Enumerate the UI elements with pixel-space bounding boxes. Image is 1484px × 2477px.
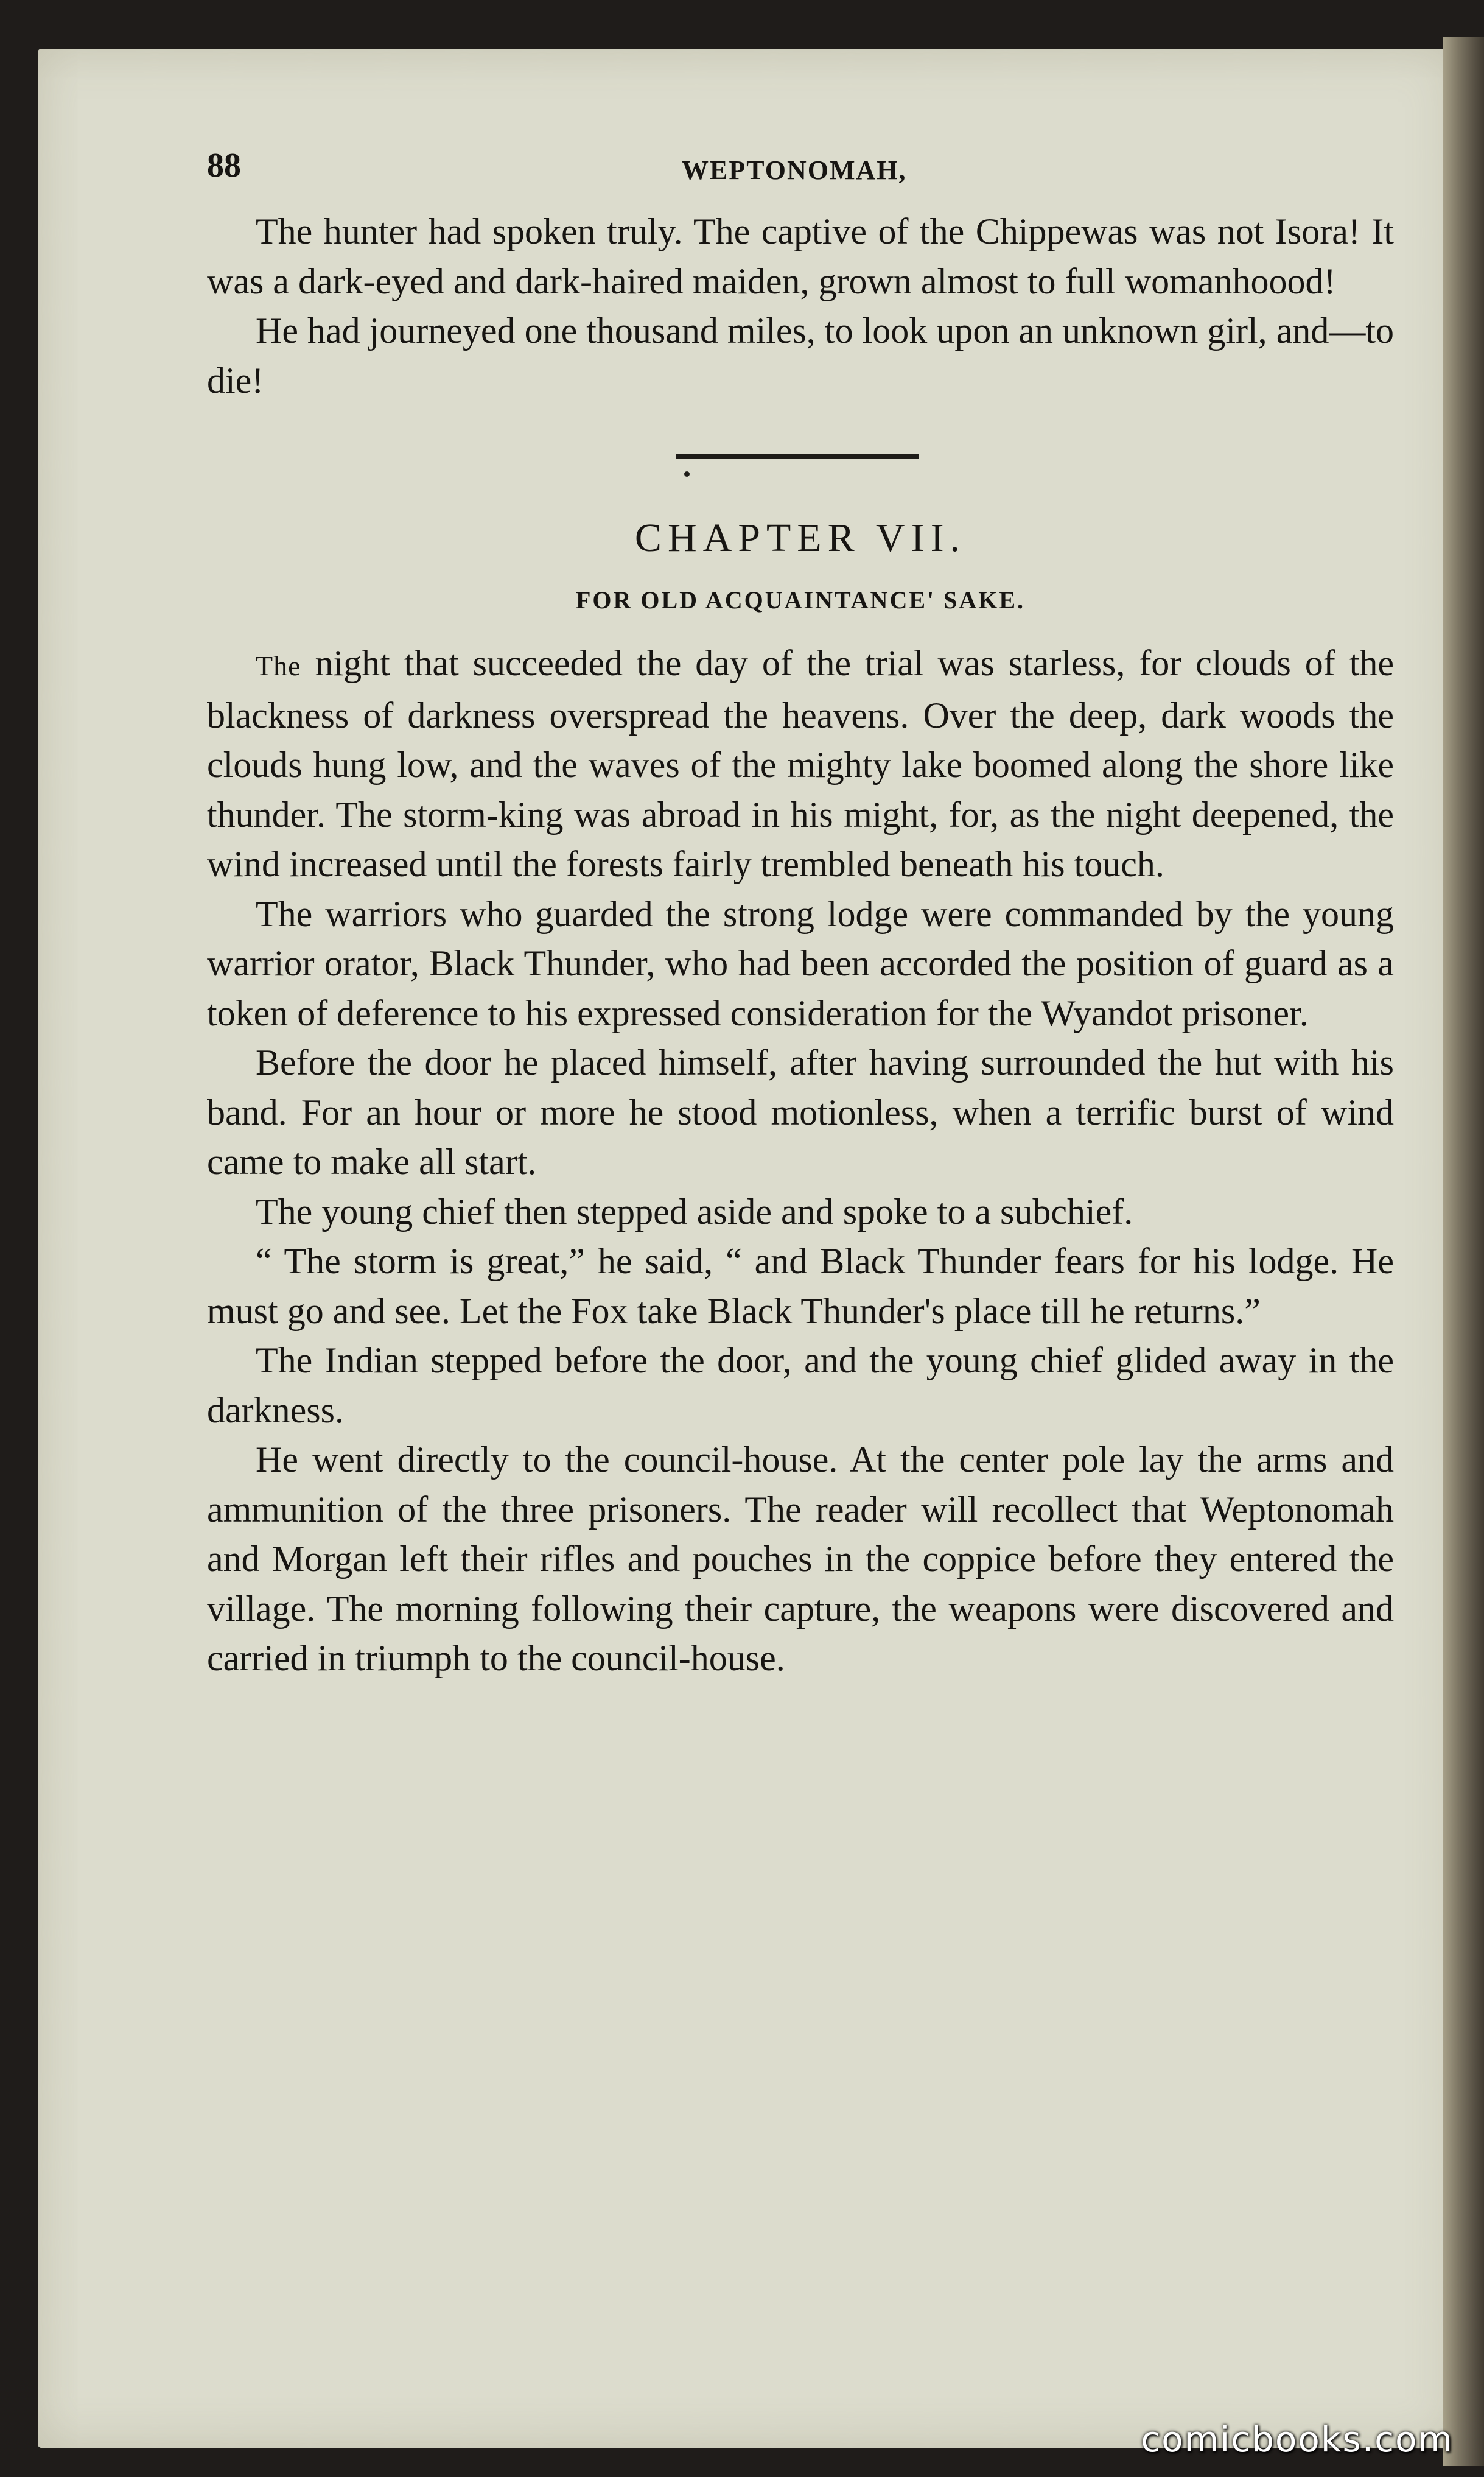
watermark: comicbooks.com xyxy=(1141,2419,1454,2460)
page-number: 88 xyxy=(207,147,241,184)
running-header xyxy=(207,140,1394,207)
paragraph: He went directly to the council-house. At the center pole lay the arms and ammunition of the three prisoners. The reader will recollect that Weptonomah and Morgan left their rifles and pouches in the coppice before they entered the village. The morning following their capture, the weapons were discovered and carried in triumph to the council-house. xyxy=(207,1439,1394,1678)
section-divider xyxy=(207,406,1394,515)
opening-text: night that succeeded the day of the trial was starless, for clouds of the blackness of darkness overspread the heavens. Over the deep, dark woods the clouds hung low, and the waves of the mighty lake boomed along the shore like thunder. The storm-king was abroad in his might, for, as the night deepened, the wind increased until the forests fairly trembled beneath his touch. xyxy=(207,643,1394,884)
chapter-opening-paragraph xyxy=(207,639,1394,890)
opening-word: The xyxy=(256,650,301,681)
paragraph: The Indian stepped before the door, and the young chief glided away in the darkness. xyxy=(207,1340,1394,1430)
divider-dot xyxy=(684,471,690,477)
paragraph: The hunter had spoken truly. The captive of the Chippewas was not Isora! It was a dark-eyed and dark-haired maiden, grown almost to full womanhoood! xyxy=(207,211,1394,301)
book-spine xyxy=(1443,37,1484,2466)
paragraph: He had journeyed one thousand miles, to look upon an unknown girl, and—to die! xyxy=(207,311,1394,401)
page-content xyxy=(207,140,1394,1684)
chapter-heading: CHAPTER VII. xyxy=(634,516,967,560)
paragraph: The young chief then stepped aside and spoke to a subchief. xyxy=(256,1191,1133,1232)
paragraph: “ The storm is great,” he said, “ and Black Thunder fears for his lodge. He must go and see. Let the Fox take Black Thunder's place till he returns.” xyxy=(207,1241,1394,1331)
running-title: WEPTONOMAH, xyxy=(682,155,907,185)
chapter-subtitle: FOR OLD ACQUAINTANCE' SAKE. xyxy=(575,586,1026,614)
divider-rule xyxy=(676,454,919,459)
paragraph: The warriors who guarded the strong lodge were commanded by the young warrior orator, Black Thunder, who had been accorded the position of guard as a token of deference to his expressed consideration for the Wyandot prisoner. xyxy=(207,893,1394,1033)
paragraph: Before the door he placed himself, after having surrounded the hut with his band. For an hour or more he stood motionless, when a terrific burst of wind came to make all start. xyxy=(207,1042,1394,1182)
